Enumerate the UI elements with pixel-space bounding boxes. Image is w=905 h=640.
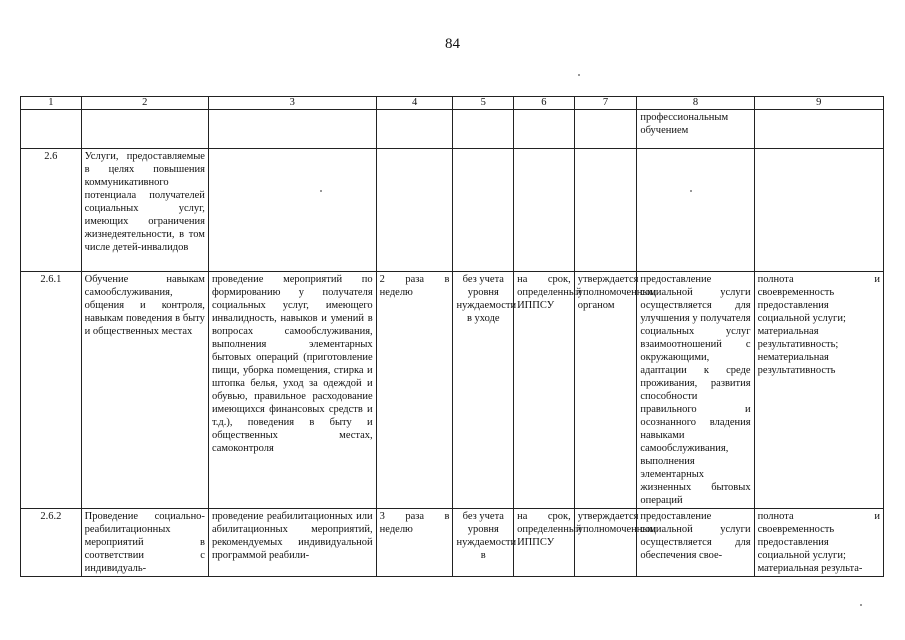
row-number-cell: 2.6 <box>21 149 82 272</box>
tariff-cell: утверждается уполномоченным органом <box>574 272 637 509</box>
column-number-2: 2 <box>81 97 208 110</box>
table-header-row <box>21 97 884 110</box>
scan-speck <box>860 604 862 606</box>
quality-indicator-text: полнота и своевременность предоставления социальной услуги; <box>757 274 880 324</box>
table-row <box>21 149 884 272</box>
quality-indicator-text: материальная результа- <box>757 563 863 574</box>
tariff-cell: утверждается уполномоченным <box>574 509 637 577</box>
scan-speck <box>690 190 692 192</box>
scan-speck <box>320 190 322 192</box>
table-row <box>21 272 884 509</box>
tariff-cell <box>574 149 637 272</box>
service-name-cell: Обучение навыкам самообслуживания, общения и контроля, навыкам поведения в быту и общественных местах <box>81 272 208 509</box>
page-number: 84 <box>445 36 460 52</box>
conditions-cell: предоставление социальной услуги осуществляется для улучшения у получателя социальных услуг взаимоотношений с окружающими, адаптации к среде проживания, развития способности правильного и осознанного владения навыками самообслуживания, выполнения элементарных жизненных бытовых операций <box>637 272 754 509</box>
term-cell: на срок, определенный ИППСУ <box>514 272 575 509</box>
service-description-cell <box>208 149 376 272</box>
quality-indicators-cell <box>754 272 883 509</box>
column-number-1: 1 <box>21 97 82 110</box>
conditions-cell <box>637 149 754 272</box>
row-number-cell: 2.6.2 <box>21 509 82 577</box>
service-name-cell: Услуги, предоставляемые в целях повышения коммуникативного потенциала получателей социальных услуг, имеющих ограничения жизнедеятельности, в том числе детей-инвалидов <box>81 149 208 272</box>
quality-indicator-text: полнота и своевременность предоставления социальной услуги; <box>757 511 880 561</box>
conditions-cell: предоставление социальной услуги осуществляется для обеспечения свое- <box>637 509 754 577</box>
quality-indicator-text: материальная результативность; <box>757 326 839 350</box>
quality-indicators-cell <box>754 149 883 272</box>
term-cell: на срок, определенный ИППСУ <box>514 509 575 577</box>
service-description-cell <box>208 110 376 149</box>
column-number-7: 7 <box>574 97 637 110</box>
quality-indicators-cell <box>754 110 883 149</box>
tariff-cell <box>574 110 637 149</box>
services-table <box>20 96 884 577</box>
term-cell <box>514 110 575 149</box>
column-number-3: 3 <box>208 97 376 110</box>
column-number-6: 6 <box>514 97 575 110</box>
service-name-cell <box>81 110 208 149</box>
frequency-cell <box>376 110 453 149</box>
conditions-cell: профессиональным обучением <box>637 110 754 149</box>
need-level-cell <box>453 110 514 149</box>
quality-indicators-cell <box>754 509 883 577</box>
term-cell <box>514 149 575 272</box>
column-number-9: 9 <box>754 97 883 110</box>
service-name-cell: Проведение социально-реабилитационных мероприятий в соответствии с индивидуаль- <box>81 509 208 577</box>
need-level-cell: без учета уровня нуждаемости в уходе <box>453 272 514 509</box>
table-row <box>21 509 884 577</box>
need-level-cell <box>453 149 514 272</box>
service-description-cell: проведение реабилитационных или абилитационных мероприятий, рекомендуемых индивидуальной программой реабили- <box>208 509 376 577</box>
column-number-8: 8 <box>637 97 754 110</box>
frequency-cell: 3 раза в неделю <box>376 509 453 577</box>
row-number-cell <box>21 110 82 149</box>
frequency-cell: 2 раза в неделю <box>376 272 453 509</box>
table-row <box>21 110 884 149</box>
frequency-cell <box>376 149 453 272</box>
row-number-cell: 2.6.1 <box>21 272 82 509</box>
column-number-5: 5 <box>453 97 514 110</box>
column-number-4: 4 <box>376 97 453 110</box>
service-description-cell: проведение мероприятий по формированию у получателя социальных услуг, имеющего инвалидность, навыков и умений в вопросах самообслуживания, выполнения элементарных бытовых операций (приготовление пищи, уборка помещения, стирка и штопка белья, уход за одеждой и обувью, правильное расходование имеющихся финансовых средств и т.д.), поведения в быту и общественных местах, самоконтроля <box>208 272 376 509</box>
need-level-cell: без учета уровня нуждаемости в <box>453 509 514 577</box>
quality-indicator-text: нематериальная результативность <box>757 352 836 376</box>
scan-speck <box>578 74 580 76</box>
